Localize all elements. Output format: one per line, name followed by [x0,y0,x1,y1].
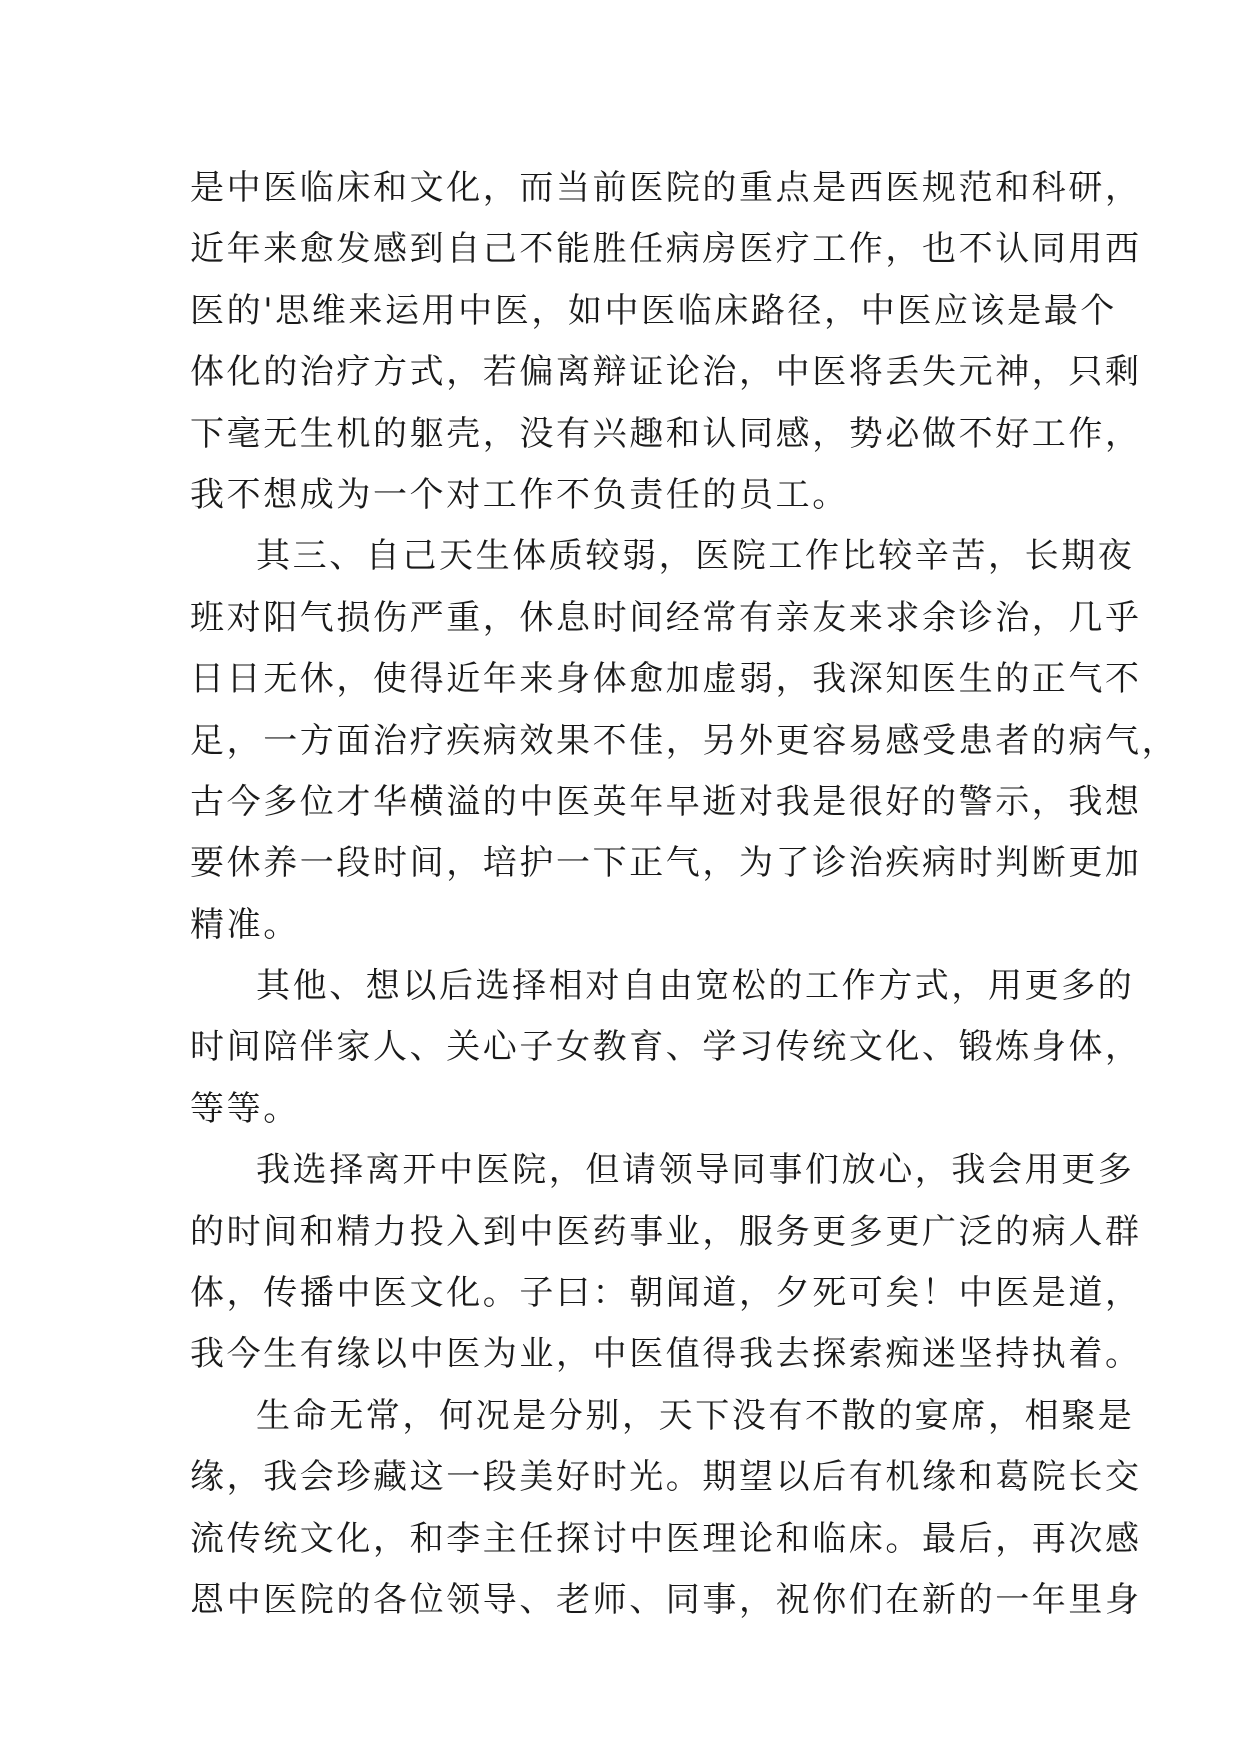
text-line: 的时间和精力投入到中医药事业，服务更多更广泛的病人群 [190,1211,1142,1252]
paragraph-first-line: 生命无常，何况是分别，天下没有不散的宴席，相聚是 [256,1395,1135,1436]
text-line: 日日无休，使得近年来身体愈加虚弱，我深知医生的正气不 [190,659,1142,700]
text-line: 恩中医院的各位领导、老师、同事，祝你们在新的一年里身 [190,1579,1142,1620]
paragraph-first-line: 其他、想以后选择相对自由宽松的工作方式，用更多的 [256,966,1135,1007]
text-line: 我今生有缘以中医为业，中医值得我去探索痴迷坚持执着。 [190,1334,1142,1375]
text-line: 要休养一段时间，培护一下正气，为了诊治疾病时判断更加 [190,843,1142,884]
paragraph-first-line: 我选择离开中医院，但请领导同事们放心，我会用更多 [256,1150,1135,1191]
text-line: 近年来愈发感到自己不能胜任病房医疗工作，也不认同用西 [190,229,1142,270]
text-line: 精准。 [190,904,300,945]
text-line: 缘，我会珍藏这一段美好时光。期望以后有机缘和葛院长交 [190,1457,1142,1498]
text-line: 班对阳气损伤严重，休息时间经常有亲友来求余诊治，几乎 [190,597,1142,638]
text-line: 体，传播中医文化。子曰：朝闻道，夕死可矣！中医是道， [190,1273,1142,1314]
paragraph-first-line: 其三、自己天生体质较弱，医院工作比较辛苦，长期夜 [256,536,1135,577]
text-line: 是中医临床和文化，而当前医院的重点是西医规范和科研， [190,168,1142,208]
text-line: 下毫无生机的躯壳，没有兴趣和认同感，势必做不好工作， [190,413,1142,454]
text-line: 等等。 [190,1088,300,1129]
document-body [190,158,1179,1631]
text-line: 时间陪伴家人、关心子女教育、学习传统文化、锻炼身体， [190,1027,1142,1068]
text-line: 体化的治疗方式，若偏离辩证论治，中医将丢失元神，只剩 [190,352,1142,393]
text-line: 医的'思维来运用中医，如中医临床路径，中医应该是最个 [190,290,1117,331]
text-line: 流传统文化，和李主任探讨中医理论和临床。最后，再次感 [190,1518,1142,1559]
text-line: 足，一方面治疗疾病效果不佳，另外更容易感受患者的病气， [190,720,1179,761]
text-line: 古今多位才华横溢的中医英年早逝对我是很好的警示，我想 [190,781,1142,822]
text-line: 我不想成为一个对工作不负责任的员工。 [190,474,849,515]
